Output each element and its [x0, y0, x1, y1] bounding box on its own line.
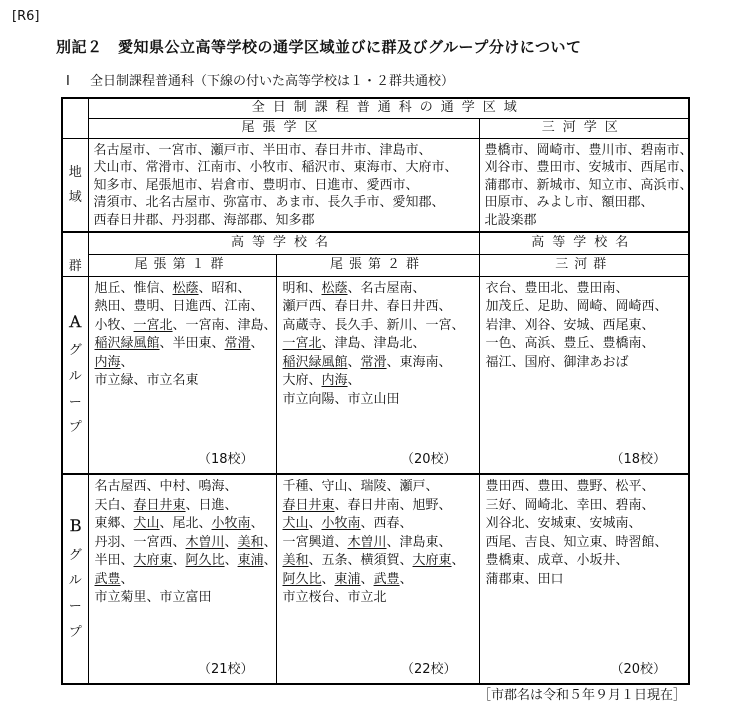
section-number: Ⅰ: [66, 74, 70, 89]
school-count: （20校）: [400, 451, 457, 467]
shared-school-name: 美和: [237, 534, 264, 550]
school-text: 一宮興道、: [282, 534, 348, 550]
school-text: 大府、: [282, 373, 322, 388]
school-text: 、昭和、: [198, 280, 251, 296]
school-text: 、: [347, 354, 361, 370]
school-line: [486, 298, 685, 317]
shared-school-name: 武豊: [373, 571, 400, 587]
group-b-owari2-cell: [276, 474, 479, 684]
school-text: 、: [120, 571, 134, 587]
school-text: 、日進、: [185, 497, 238, 513]
school-line: [95, 589, 272, 608]
school-line: [283, 280, 475, 299]
school-name-label-owari: 高等学校名: [88, 232, 479, 254]
shared-school-name: 松蔭: [321, 280, 348, 296]
document-title: 別記２ 愛知県公立高等学校の通学区域並びに群及びグループ分けについて: [56, 38, 582, 56]
shared-school-name: 小牧南: [321, 516, 361, 531]
school-text: 小牧、: [94, 317, 134, 333]
shared-school-name: 阿久比: [282, 571, 322, 587]
school-line: [95, 298, 272, 317]
region-line: 刈谷市、豊田市、安城市、西尾市、: [484, 160, 693, 175]
group-label-char: ー: [68, 394, 82, 410]
school-list: [94, 478, 277, 608]
school-text: 、: [321, 571, 335, 587]
school-text: 、: [347, 373, 361, 388]
shared-school-name: 小牧南: [211, 516, 251, 531]
school-text: 、: [360, 571, 374, 587]
school-text: 、: [224, 534, 238, 550]
school-text: 熱田、豊明、日進西、江南、: [94, 299, 264, 314]
shared-school-name: 常滑: [360, 354, 387, 370]
shared-school-name: 木曽川: [347, 534, 387, 550]
school-line: [95, 515, 272, 534]
shared-school-name: 一宮北: [133, 317, 173, 333]
school-text: 、五条、横須賀、: [308, 553, 413, 568]
school-list: [486, 478, 685, 589]
school-text: 刈谷北、安城東、安城南、: [485, 516, 642, 531]
school-line: [283, 571, 475, 590]
school-text: 、: [308, 516, 322, 531]
school-text: 豊田西、豊田、豊野、松平、: [485, 479, 655, 494]
school-line: [94, 317, 277, 336]
school-line: [95, 478, 272, 497]
owari-area-label: 尾張学区: [88, 118, 479, 138]
group-label-char: グ: [68, 343, 82, 359]
shared-school-name: 木曽川: [185, 534, 225, 550]
district-table: [61, 97, 693, 685]
school-text: 衣台、豊田北、豊田南、: [485, 280, 629, 296]
school-line: [283, 372, 475, 391]
school-line: [95, 497, 272, 516]
school-text: 瀬戸西、春日井、春日井西、: [282, 299, 452, 314]
region-line: 清須市、北名古屋市、弥富市、あま市、長久手市、愛知郡、: [93, 195, 445, 210]
shared-school-name: 武豊: [94, 571, 121, 587]
school-line: [486, 571, 685, 590]
shared-school-name: 春日井東: [133, 497, 186, 513]
school-line: [486, 478, 685, 497]
school-count: （20校）: [610, 661, 667, 677]
school-text: 豊橋東、成章、小坂井、: [485, 553, 629, 568]
school-text: 、: [399, 571, 413, 587]
school-text: 名古屋西、中村、鳴海、: [94, 479, 238, 494]
school-text: 、津島東、: [386, 534, 452, 550]
school-text: 、: [250, 336, 264, 351]
school-line: [283, 552, 475, 571]
school-text: 、: [250, 516, 264, 531]
school-text: 、半田東、: [159, 336, 225, 351]
section-text: 全日制課程普通科（下線の付いた高等学校は１・２群共通校）: [90, 74, 455, 89]
school-text: 、東海南、: [386, 354, 452, 370]
school-count: （18校）: [610, 451, 667, 467]
shared-school-name: 東浦: [237, 553, 264, 568]
school-line: [95, 280, 272, 299]
school-text: 、: [120, 354, 134, 370]
school-text: 半田、: [94, 553, 134, 568]
school-text: 天白、: [94, 497, 134, 513]
school-text: 加茂丘、足助、岡崎、岡崎西、: [485, 299, 668, 314]
group-label-char: プ: [68, 420, 82, 436]
school-line: [94, 552, 277, 571]
school-text: 、: [263, 534, 277, 550]
school-text: 三好、岡崎北、幸田、碧南、: [485, 497, 655, 513]
school-text: 市立向陽、市立山田: [282, 391, 400, 407]
mikawa-area-label: 三河学区: [479, 118, 689, 138]
school-text: 岩津、刈谷、安城、西尾東、: [485, 317, 655, 333]
school-line: [283, 391, 475, 410]
shared-school-name: 東浦: [334, 571, 361, 587]
region-line: 名古屋市、一宮市、瀬戸市、半田市、春日井市、津島市、: [93, 142, 432, 158]
school-line: [95, 571, 272, 590]
shared-school-name: 内海: [94, 354, 121, 370]
school-text: 、名古屋南、: [347, 280, 426, 296]
region-label-char: 地: [68, 164, 82, 180]
school-text: 西尾、吉良、知立東、時習館、: [485, 534, 668, 550]
shared-school-name: 犬山: [282, 516, 309, 531]
school-text: 旭丘、惟信、: [94, 280, 173, 296]
shared-school-name: 常滑: [224, 336, 251, 351]
shared-school-name: 一宮北: [282, 336, 322, 351]
school-count: （18校）: [197, 451, 254, 467]
group-label-char: グ: [68, 547, 82, 563]
group-b-owari1-cell: [88, 474, 276, 684]
school-text: 、尾北、: [159, 516, 212, 531]
group-a-owari1-cell: [88, 276, 276, 474]
school-text: 、: [224, 553, 238, 568]
school-text: 市立緑、市立名東: [94, 373, 199, 388]
group-name-mikawa: 三河群: [479, 254, 689, 276]
region-line: 田原市、みよし市、額田郡、: [484, 195, 654, 210]
group-a-label: [62, 276, 88, 474]
school-line: [283, 317, 475, 336]
group-b-label: [62, 474, 88, 684]
corner-cell: [62, 98, 88, 138]
shared-school-name: 稲沢緑風館: [282, 354, 348, 370]
school-line: [486, 515, 685, 534]
group-label-char: ル: [68, 368, 82, 384]
group-a-owari2-cell: [276, 276, 479, 474]
mikawa-region-cell: [479, 138, 693, 232]
shared-school-name: 内海: [321, 373, 348, 388]
school-line: [94, 534, 277, 553]
school-line: [283, 497, 475, 516]
region-line: 知多市、尾張旭市、岩倉市、豊明市、日進市、愛西市、: [93, 177, 419, 193]
region-line: 犬山市、常滑市、江南市、小牧市、稲沢市、東海市、大府市、: [93, 160, 458, 175]
school-text: 市立菊里、市立富田: [94, 590, 212, 605]
school-text: 千種、守山、瑞陵、瀬戸、: [282, 479, 439, 494]
school-text: 高蔵寺、長久手、新川、一宮、: [282, 317, 465, 333]
group-col-text: 群: [68, 258, 82, 274]
group-label-char: Ａ: [67, 312, 83, 331]
school-text: 丹羽、一宮西、: [94, 534, 186, 550]
region-line: 豊橋市、岡崎市、豊川市、碧南市、: [484, 142, 693, 158]
table-header: 全日制課程普通科の通学区域: [88, 98, 689, 118]
group-label-char: プ: [68, 624, 82, 640]
shared-school-name: 大府東: [133, 553, 173, 568]
school-line: [95, 354, 272, 373]
school-text: 市立桜台、市立北: [282, 590, 387, 605]
school-line: [283, 589, 475, 608]
shared-school-name: 稲沢緑風館: [94, 336, 160, 351]
school-text: 福江、国府、御津あおば: [485, 354, 629, 370]
school-line: [486, 497, 685, 516]
school-line: [283, 534, 475, 553]
school-list: [283, 280, 475, 410]
footer-note: ［市郡名は令和５年９月１日現在］: [477, 688, 686, 703]
group-col-label: [62, 232, 88, 276]
school-text: 、津島、津島北、: [321, 336, 426, 351]
school-count: （22校）: [400, 661, 457, 677]
school-line: [283, 515, 475, 534]
shared-school-name: 大府東: [412, 553, 452, 568]
school-line: [283, 478, 475, 497]
school-list: [486, 280, 685, 373]
group-label-char: Ｂ: [67, 516, 83, 535]
school-line: [283, 354, 475, 373]
school-line: [486, 335, 685, 354]
school-line: [95, 372, 272, 391]
school-text: 、春日井南、旭野、: [334, 497, 452, 513]
shared-school-name: 美和: [282, 553, 309, 568]
school-line: [486, 280, 685, 299]
group-label-char: ル: [68, 573, 82, 589]
school-text: 、一宮南、津島、: [172, 317, 277, 333]
owari-region-cell: [88, 138, 479, 232]
school-text: 、: [263, 553, 277, 568]
group-name-owari2: 尾張第２群: [276, 254, 479, 276]
school-line: [486, 317, 685, 336]
school-text: 蒲郡東、田口: [485, 571, 564, 587]
section-subtitle: [66, 70, 454, 89]
school-text: 、西春、: [360, 516, 413, 531]
school-text: 、: [451, 553, 465, 568]
school-list: [94, 280, 277, 391]
group-b-mikawa-cell: [479, 474, 689, 684]
region-line: 北設楽郡: [484, 212, 537, 228]
shared-school-name: 阿久比: [185, 553, 225, 568]
region-label-char: 域: [68, 189, 82, 205]
shared-school-name: 松蔭: [172, 280, 199, 296]
shared-school-name: 犬山: [133, 516, 160, 531]
school-line: [95, 335, 272, 354]
group-a-mikawa-cell: [479, 276, 689, 474]
region-line: 西春日井郡、丹羽郡、海部郡、知多郡: [93, 212, 315, 228]
school-text: 東郷、: [94, 516, 134, 531]
school-line: [486, 534, 685, 553]
school-list: [283, 478, 475, 608]
shared-school-name: 春日井東: [282, 497, 335, 513]
school-count: （21校）: [197, 661, 254, 677]
region-line: 蒲郡市、新城市、知立市、高浜市、: [484, 177, 693, 193]
group-b-label-stack: [63, 513, 88, 645]
school-text: 、: [172, 553, 186, 568]
school-line: [486, 552, 685, 571]
school-text: 一色、高浜、豊丘、豊橋南、: [485, 336, 655, 351]
group-a-label-stack: [63, 309, 88, 441]
school-text: 明和、: [282, 280, 322, 296]
group-name-owari1: 尾張第１群: [88, 254, 276, 276]
school-name-label-mikawa: 高等学校名: [479, 232, 689, 254]
school-line: [283, 298, 475, 317]
school-line: [486, 354, 685, 373]
region-label: [62, 138, 88, 232]
school-line: [283, 335, 475, 354]
document-tag: [R6]: [12, 9, 40, 24]
group-label-char: ー: [68, 598, 82, 614]
